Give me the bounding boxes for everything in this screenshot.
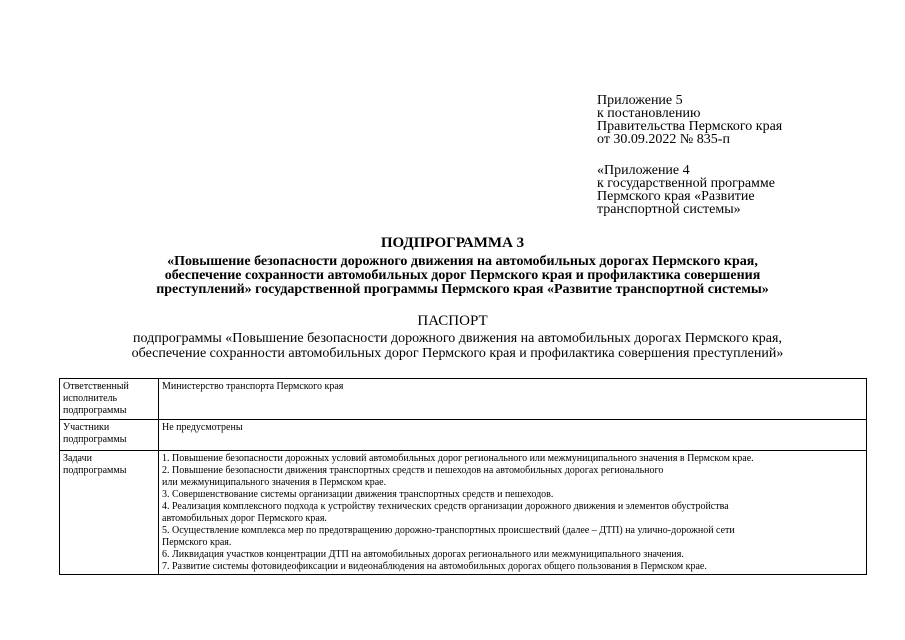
task-line: автомобильных дорог Пермского края. xyxy=(162,513,327,524)
task-line: 3. Совершенствование системы организации движения транспортных средств и пешеходов. xyxy=(162,489,554,500)
task-line: 2. Повышение безопасности движения транспортных средств и пешеходов на автомобильных дорогах регионального xyxy=(162,465,664,476)
appendix-line: к постановлению xyxy=(597,106,701,121)
passport-table xyxy=(59,378,867,575)
table-row xyxy=(60,451,867,575)
appendix-line: «Приложение 4 xyxy=(597,163,690,178)
row-label-line: Ответственный xyxy=(63,381,129,392)
row-value-cell xyxy=(159,451,867,575)
task-line: 7. Развитие системы фотовидеофиксации и видеонаблюдения на автомобильных дорогах общего пользования в Пермском крае. xyxy=(162,561,707,572)
row-label-cell xyxy=(60,451,159,575)
passport-subtitle-line: обеспечение сохранности автомобильных дорог Пермского края и профилактика совершения преступлений» xyxy=(131,346,784,361)
row-label-line: подпрограммы xyxy=(63,405,127,416)
subprogram-name-line: «Повышение безопасности дорожного движения на автомобильных дорогах Пермского края, xyxy=(167,254,758,269)
task-line: или межмуниципального значения в Пермском крае. xyxy=(162,477,387,488)
row-label-line: Задачи xyxy=(63,453,92,464)
task-line: 1. Повышение безопасности дорожных условий автомобильных дорог регионального или межмуниципального значения в Пермском крае. xyxy=(162,453,754,464)
appendix-line: Правительства Пермского края xyxy=(597,119,783,134)
row-label-cell xyxy=(60,420,159,451)
passport-title: ПАСПОРТ xyxy=(417,313,488,329)
appendix-line: от 30.09.2022 № 835-п xyxy=(597,132,730,147)
row-label-line: подпрограммы xyxy=(63,434,127,445)
row-value-line: Не предусмотрены xyxy=(162,422,243,433)
previous-appendix-reference xyxy=(597,164,775,216)
passport-subtitle xyxy=(0,331,905,361)
row-value-line: Министерство транспорта Пермского края xyxy=(162,381,344,392)
table-row xyxy=(60,379,867,420)
appendix-line: Пермского края «Развитие xyxy=(597,189,755,204)
subprogram-name-line: преступлений» государственной программы Пермского края «Развитие транспортной системы» xyxy=(156,282,769,297)
appendix-reference xyxy=(597,94,782,146)
row-value-cell xyxy=(159,379,867,420)
row-label-line: исполнитель xyxy=(63,393,118,404)
task-line: 5. Осуществление комплекса мер по предотвращению дорожно-транспортных происшествий (далее – ДТП) на улично-дорожной сети xyxy=(162,525,735,536)
row-value-cell xyxy=(159,420,867,451)
passport-subtitle-line: подпрограммы «Повышение безопасности дорожного движения на автомобильных дорогах Пермского края, xyxy=(133,331,782,346)
task-line: 4. Реализация комплексного подхода к устройству технических средств организации дорожного движения и элементов обустройства xyxy=(162,501,729,512)
task-line: Пермского края. xyxy=(162,537,232,548)
row-label-line: подпрограммы xyxy=(63,465,127,476)
row-label-cell xyxy=(60,379,159,420)
task-line: 6. Ликвидация участков концентрации ДТП на автомобильных дорогах регионального или межмуниципального значения. xyxy=(162,549,684,560)
appendix-line: транспортной системы» xyxy=(597,202,741,217)
table-row xyxy=(60,420,867,451)
appendix-line: к государственной программе xyxy=(597,176,775,191)
subprogram-name-line: обеспечение сохранности автомобильных дорог Пермского края и профилактика совершения xyxy=(164,268,761,283)
subprogram-title: ПОДПРОГРАММА 3 xyxy=(380,235,525,251)
subprogram-name xyxy=(0,255,905,297)
row-label-line: Участники xyxy=(63,422,110,433)
appendix-line: Приложение 5 xyxy=(597,93,683,108)
